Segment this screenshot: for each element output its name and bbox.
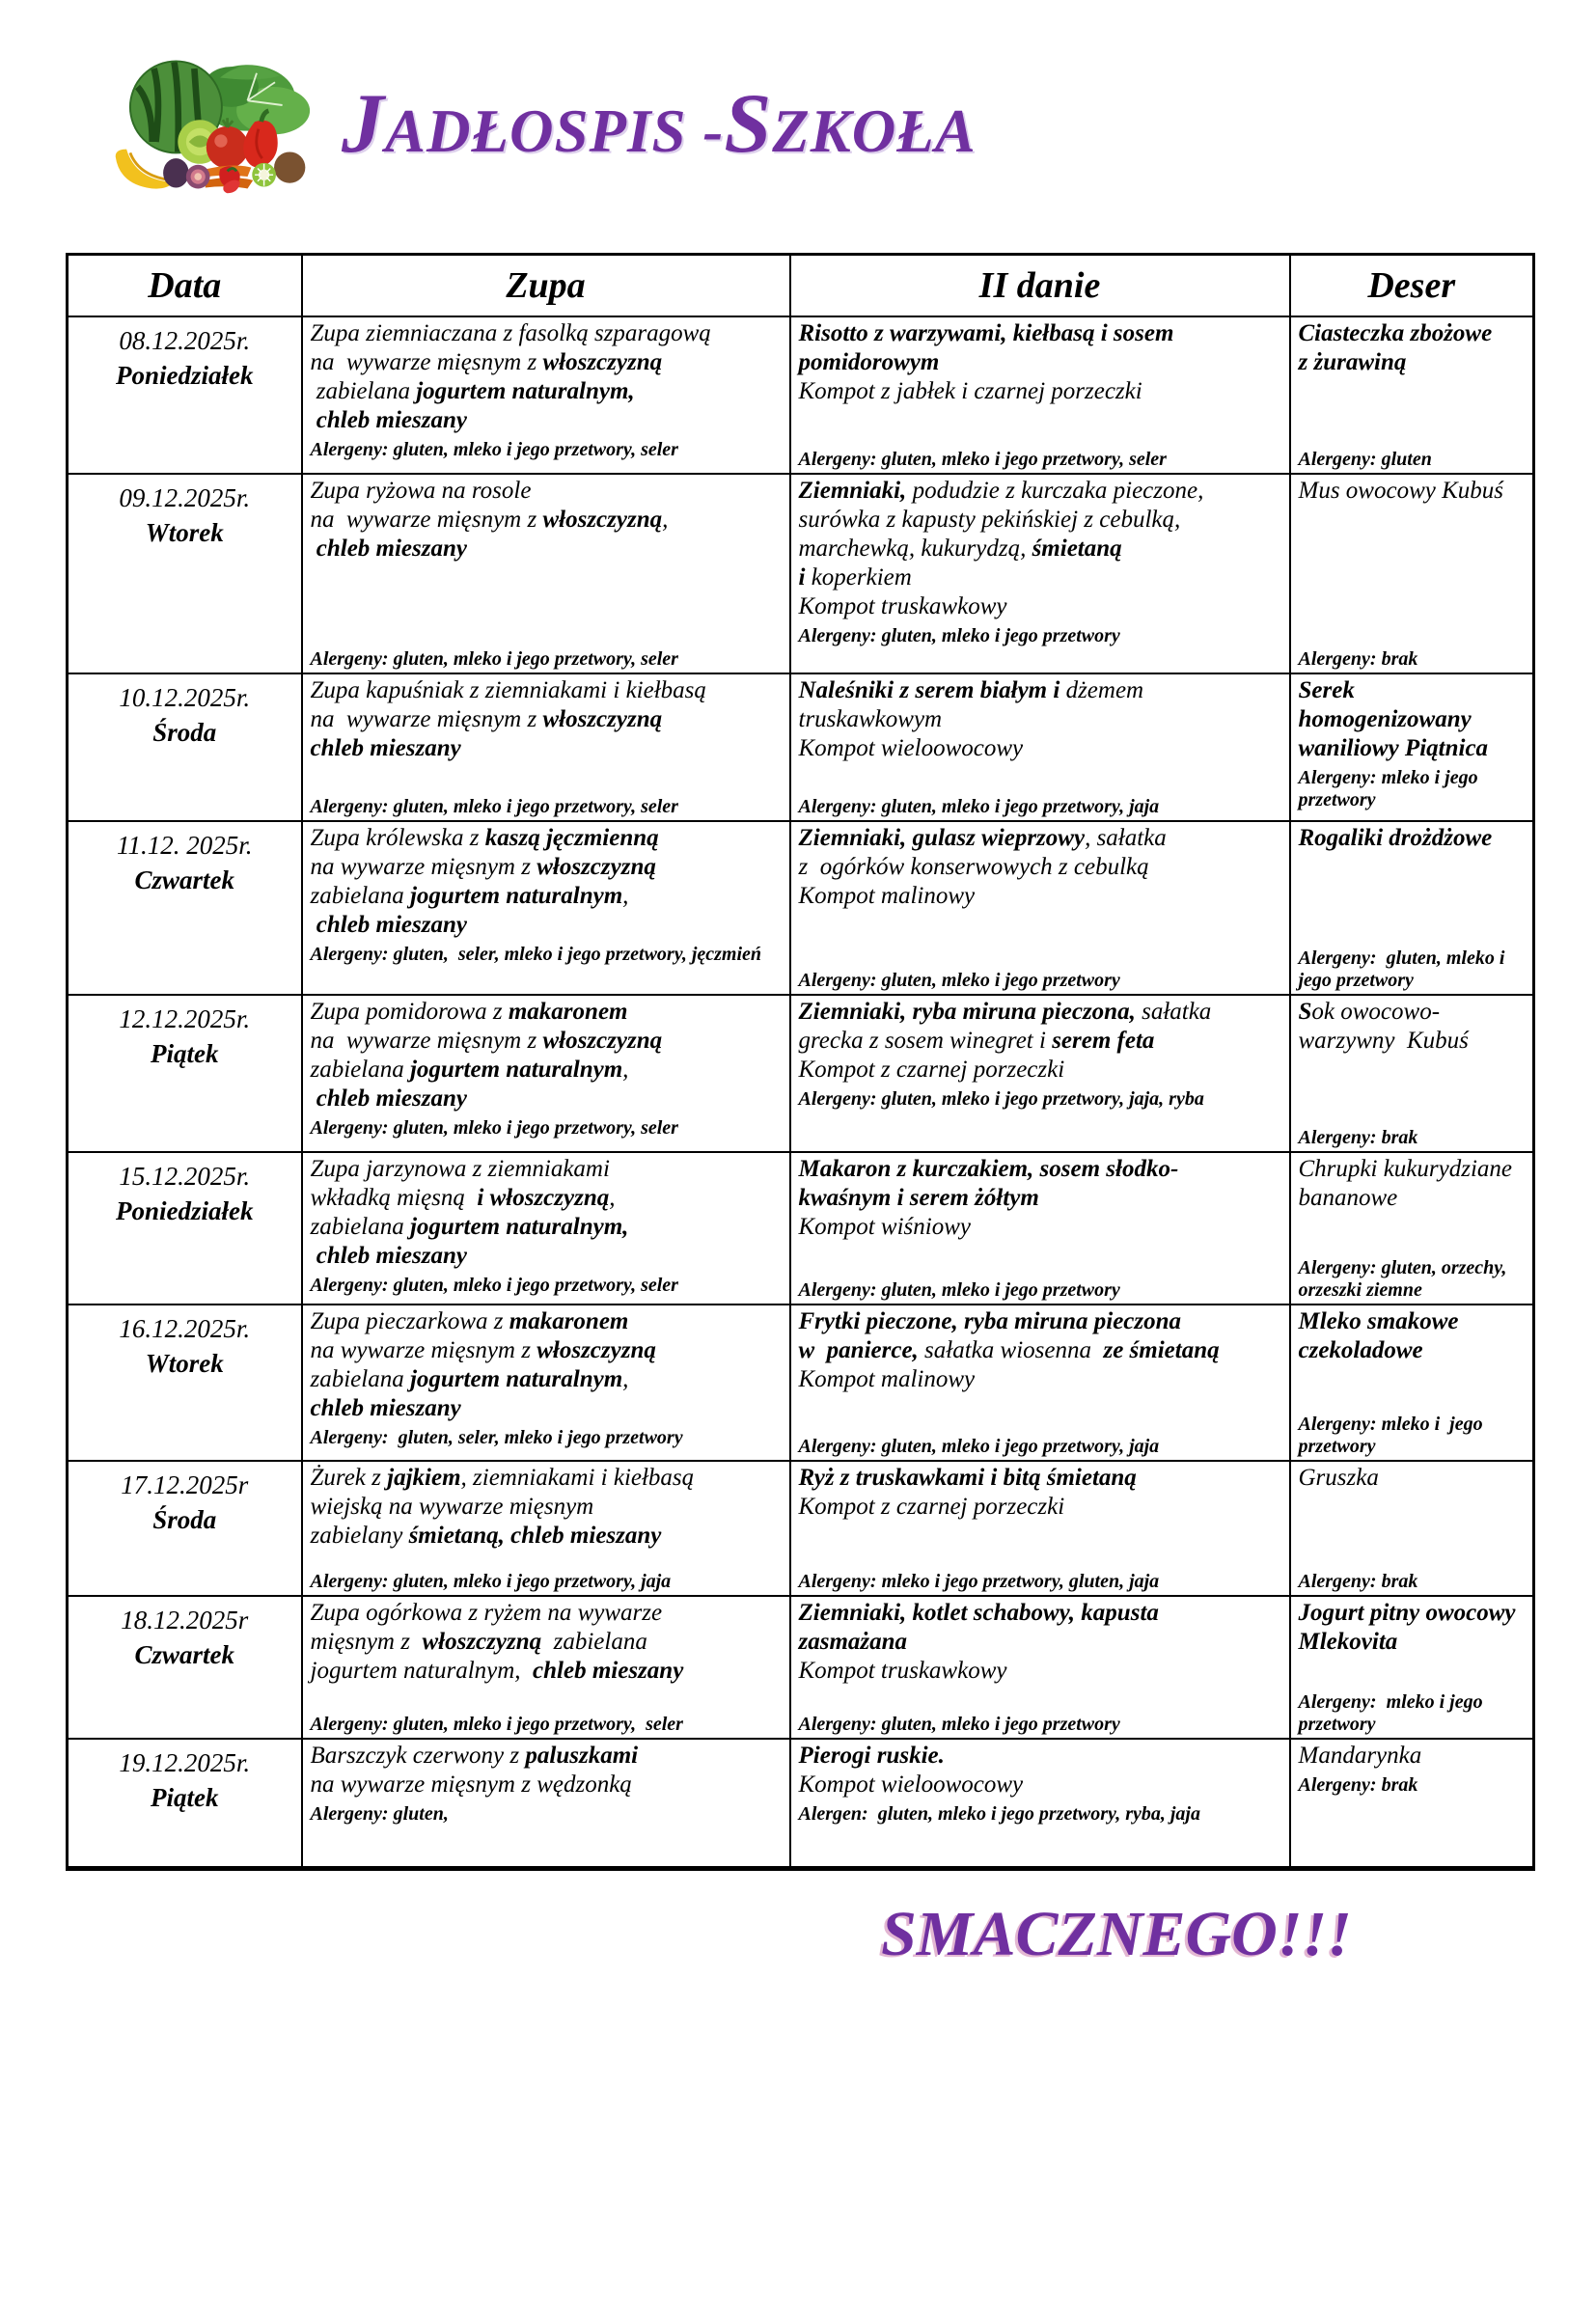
menu-text-line: Ziemniaki, kotlet schabowy, kapusta	[798, 1600, 1159, 1626]
menu-row	[68, 1596, 1534, 1739]
menu-row	[68, 673, 1534, 821]
menu-text-line: na wywarze mięsnym z włoszczyzną	[310, 1337, 656, 1363]
menu-text-line: Gruszka	[1298, 1465, 1379, 1491]
menu-text-line: Risotto z warzywami, kiełbasą i sosem	[798, 320, 1174, 346]
menu-text-line: zabielana jogurtem naturalnym,	[310, 1214, 629, 1240]
menu-row	[68, 1152, 1534, 1305]
date-cell	[68, 821, 302, 995]
header-row	[68, 255, 1534, 317]
menu-text-line: na wywarze mięsnym z włoszczyzną	[310, 854, 656, 880]
menu-text-line: jogurtem naturalnym, chleb mieszany	[310, 1658, 684, 1684]
menu-text-line: Zupa pieczarkowa z makaronem	[310, 1308, 629, 1334]
menu-text-line: zabielana jogurtem naturalnym,	[310, 1057, 629, 1083]
title-initial: J	[342, 76, 385, 171]
menu-text-line: Kompot z jabłek i czarnej porzeczki	[798, 378, 1142, 404]
main-course-cell	[790, 821, 1290, 995]
menu-text-line: Kompot truskawkowy	[798, 593, 1007, 619]
menu-text-line: Zupa ogórkowa z ryżem na wywarze	[310, 1600, 663, 1626]
menu-text-line: w panierce, sałatka wiosenna ze śmietaną	[798, 1337, 1220, 1363]
menu-text-line: Kompot truskawkowy	[798, 1658, 1007, 1684]
dessert-cell	[1290, 1739, 1534, 1869]
menu-text-line: Sok owocowo-	[1298, 999, 1441, 1025]
menu-text-line: Kompot wiśniowy	[798, 1214, 971, 1240]
allergens-note: Alergeny: gluten, mleko i jego przetwory	[1298, 948, 1510, 991]
menu-text-line: Kompot wieloowocowy	[798, 735, 1024, 761]
menu-text-line: mięsnym z włoszczyzną zabielana	[310, 1629, 647, 1655]
menu-row	[68, 995, 1534, 1152]
menu-table-body	[68, 316, 1534, 1869]
menu-text-line: Zupa ziemniaczana z fasolką szparagową	[310, 320, 711, 346]
menu-text-line: Zupa kapuśniak z ziemniakami i kiełbasą	[310, 677, 706, 703]
menu-text-line: Zupa jarzynowa z ziemniakami	[310, 1156, 610, 1182]
menu-row	[68, 316, 1534, 474]
soup-cell	[302, 1461, 790, 1596]
menu-text-line: na wywarze mięsnym z wędzonką	[310, 1771, 632, 1798]
day-label: Czwartek	[134, 1640, 235, 1670]
column-header-zupa: Zupa	[302, 255, 790, 317]
menu-text-line: Kompot wieloowocowy	[798, 1771, 1024, 1798]
allergens-note: Alergeny: brak	[1298, 648, 1418, 670]
date-label: 17.12.2025r	[121, 1470, 249, 1499]
date-cell	[68, 1305, 302, 1461]
menu-row	[68, 821, 1534, 995]
allergens-note: Alergeny: mleko i jego przetwory	[1298, 1691, 1488, 1735]
main-course-cell	[790, 673, 1290, 821]
menu-text-line: zabielana jogurtem naturalnym,	[310, 378, 635, 404]
date-label: 19.12.2025r.	[119, 1748, 251, 1777]
date-label: 09.12.2025r.	[119, 483, 251, 512]
allergens-note: Alergeny: gluten, mleko i jego przetwory, seler	[310, 648, 678, 670]
allergens-note: Alergeny: gluten, mleko i jego przetwory	[798, 970, 1120, 991]
allergens-note: Alergeny: gluten, mleko i jego przetwory	[798, 1714, 1120, 1735]
allergens-note: Alergeny: gluten, mleko i jego przetwory	[798, 625, 1120, 646]
allergens-note: Alergeny: gluten, mleko i jego przetwory, seler	[798, 449, 1167, 470]
page-footer	[0, 1898, 1596, 1971]
allergens-note: Alergeny: gluten, seler, mleko i jego przetwory, jęczmień	[310, 944, 762, 965]
menu-text-line: kwaśnym i serem żółtym	[798, 1185, 1039, 1211]
date-cell	[68, 474, 302, 673]
fruits-vegetables-image	[108, 50, 332, 197]
menu-text-line: Kompot malinowy	[798, 1366, 976, 1392]
allergens-note: Alergeny: gluten, orzechy, orzeszki ziemne	[1298, 1257, 1512, 1301]
allergens-note: Alergeny: brak	[1298, 1571, 1418, 1592]
menu-text-line: Pierogi ruskie.	[798, 1743, 945, 1769]
date-label: 16.12.2025r.	[119, 1314, 251, 1343]
menu-text-line: chleb mieszany	[310, 735, 461, 761]
menu-text-line: chleb mieszany	[316, 912, 467, 938]
day-label: Środa	[152, 718, 217, 748]
main-course-cell	[790, 1461, 1290, 1596]
soup-cell	[302, 316, 790, 474]
soup-cell	[302, 1739, 790, 1869]
menu-text-line: chleb mieszany	[316, 1085, 467, 1112]
menu-text-line: na wywarze mięsnym z włoszczyzną	[310, 349, 663, 375]
main-course-cell	[790, 1596, 1290, 1739]
menu-text-line: wkładką mięsną i włoszczyzną,	[310, 1185, 616, 1211]
menu-text-line: Ziemniaki, podudzie z kurczaka pieczone,	[798, 478, 1204, 504]
day-label: Piątek	[151, 1039, 219, 1069]
date-cell	[68, 673, 302, 821]
dessert-cell	[1290, 1152, 1534, 1305]
allergens-note: Alergeny: gluten, mleko i jego przetwory, seler	[310, 1117, 678, 1139]
allergens-note: Alergeny: gluten, mleko i jego przetwory, seler	[310, 439, 678, 460]
dessert-cell	[1290, 673, 1534, 821]
menu-text-line: Kompot malinowy	[798, 883, 976, 909]
date-label: 10.12.2025r.	[119, 683, 251, 712]
page-title: JADŁOSPIS -SZKOŁA	[342, 76, 977, 171]
menu-text-line: Rogaliki drożdżowe	[1298, 825, 1493, 851]
date-label: 18.12.2025r	[121, 1606, 249, 1634]
menu-text-line: Chrupki kukurydziane	[1298, 1156, 1512, 1182]
menu-text-line: pomidorowym	[798, 349, 940, 375]
soup-cell	[302, 1152, 790, 1305]
menu-text-line: chleb mieszany	[316, 536, 467, 562]
menu-text-line: chleb mieszany	[316, 407, 467, 433]
soup-cell	[302, 995, 790, 1152]
date-label: 12.12.2025r.	[119, 1004, 251, 1033]
menu-text-line: na wywarze mięsnym z włoszczyzną	[310, 706, 663, 732]
allergens-note: Alergeny: gluten, mleko i jego przetwory	[798, 1279, 1120, 1301]
menu-text-line: Mlekovita	[1298, 1629, 1398, 1655]
allergens-note: Alergeny: gluten, mleko i jego przetwory, jaja, ryba	[798, 1088, 1204, 1110]
menu-text-line: zabielana jogurtem naturalnym,	[310, 883, 629, 909]
menu-text-line: Jogurt pitny owocowy	[1298, 1600, 1516, 1626]
allergens-note: Alergeny: brak	[1298, 1127, 1418, 1148]
date-cell	[68, 995, 302, 1152]
menu-text-line: Naleśniki z serem białym i dżemem	[798, 677, 1144, 703]
menu-text-line: marchewką, kukurydzą, śmietaną	[798, 536, 1122, 562]
menu-text-line: zabielana jogurtem naturalnym,	[310, 1366, 629, 1392]
menu-text-line: warzywny Kubuś	[1298, 1028, 1469, 1054]
day-label: Wtorek	[145, 518, 224, 548]
dessert-cell	[1290, 821, 1534, 995]
menu-text-line: Zupa pomidorowa z makaronem	[310, 999, 628, 1025]
date-cell	[68, 1739, 302, 1869]
allergens-note: Alergeny: gluten, mleko i jego przetwory, jaja	[798, 796, 1160, 817]
dessert-cell	[1290, 1305, 1534, 1461]
menu-text-line: homogenizowany	[1298, 706, 1472, 732]
menu-text-line: z ogórków konserwowych z cebulką	[798, 854, 1149, 880]
date-label: 15.12.2025r.	[119, 1162, 251, 1191]
dessert-cell	[1290, 995, 1534, 1152]
menu-text-line: Ziemniaki, ryba miruna pieczona, sałatka	[798, 999, 1212, 1025]
main-course-cell	[790, 1739, 1290, 1869]
menu-text-line: Zupa królewska z kaszą jęczmienną	[310, 825, 659, 851]
menu-text-line: zabielany śmietaną, chleb mieszany	[310, 1523, 662, 1549]
menu-text-line: chleb mieszany	[316, 1243, 467, 1269]
dessert-cell	[1290, 474, 1534, 673]
menu-text-line: Mleko smakowe	[1298, 1308, 1459, 1334]
menu-text-line: Kompot z czarnej porzeczki	[798, 1057, 1065, 1083]
main-course-cell	[790, 995, 1290, 1152]
menu-table	[66, 253, 1535, 1871]
allergens-note: Alergeny: gluten,	[310, 1803, 449, 1825]
page-header	[108, 50, 1596, 197]
allergens-note: Alergeny: gluten, seler, mleko i jego przetwory	[310, 1427, 683, 1448]
menu-text-line: Ryż z truskawkami i bitą śmietaną	[798, 1465, 1137, 1491]
allergens-note: Alergeny: mleko i jego przetwory	[1298, 1414, 1488, 1457]
day-label: Poniedziałek	[116, 1196, 254, 1226]
main-course-cell	[790, 474, 1290, 673]
menu-text-line: Ciasteczka zbożowe	[1298, 320, 1493, 346]
column-header-deser: Deser	[1290, 255, 1534, 317]
day-label: Wtorek	[145, 1349, 224, 1379]
date-cell	[68, 1152, 302, 1305]
menu-text-line: Mus owocowy Kubuś	[1298, 478, 1503, 504]
soup-cell	[302, 1305, 790, 1461]
menu-text-line: zasmażana	[798, 1629, 908, 1655]
menu-text-line: Żurek z jajkiem, ziemniakami i kiełbasą	[310, 1465, 695, 1491]
soup-cell	[302, 1596, 790, 1739]
menu-text-line: na wywarze mięsnym z włoszczyzną	[310, 1028, 663, 1054]
menu-page	[0, 50, 1596, 2307]
menu-text-line: Frytki pieczone, ryba miruna pieczona	[798, 1308, 1182, 1334]
allergens-note: Alergeny: gluten, mleko i jego przetwory, seler	[310, 1714, 683, 1735]
column-header-data: Data	[68, 255, 302, 317]
menu-text-line: Mandarynka	[1298, 1743, 1422, 1769]
soup-cell	[302, 474, 790, 673]
menu-text-line: Ziemniaki, gulasz wieprzowy, sałatka	[798, 825, 1167, 851]
menu-text-line: Zupa ryżowa na rosole	[310, 478, 532, 504]
menu-text-line: chleb mieszany	[310, 1395, 461, 1421]
allergens-note: Alergeny: brak	[1298, 1774, 1418, 1796]
title-initial-2: S	[724, 76, 773, 171]
date-cell	[68, 1596, 302, 1739]
menu-text-line: z żurawiną	[1298, 349, 1407, 375]
menu-text-line: surówka z kapusty pekińskiej z cebulką,	[798, 507, 1181, 533]
menu-text-line: wiejską na wywarze mięsnym	[310, 1494, 594, 1520]
menu-text-line: Makaron z kurczakiem, sosem słodko-	[798, 1156, 1179, 1182]
date-cell	[68, 1461, 302, 1596]
day-label: Środa	[152, 1505, 217, 1535]
menu-text-line: waniliowy Piątnica	[1298, 735, 1489, 761]
menu-text-line: Barszczyk czerwony z paluszkami	[310, 1743, 639, 1769]
dessert-cell	[1290, 1461, 1534, 1596]
column-header-ii-danie: II danie	[790, 255, 1290, 317]
menu-row	[68, 1739, 1534, 1869]
menu-text-line: na wywarze mięsnym z włoszczyzną,	[310, 507, 669, 533]
menu-text-line: grecka z sosem winegret i serem feta	[798, 1028, 1155, 1054]
allergens-note: Alergeny: gluten, mleko i jego przetwory, seler	[310, 796, 678, 817]
menu-text-line: truskawkowym	[798, 706, 943, 732]
menu-row	[68, 1305, 1534, 1461]
bon-appetit-message: SMACZNEGO!!!	[881, 1899, 1352, 1969]
menu-text-line: Kompot z czarnej porzeczki	[798, 1494, 1065, 1520]
allergens-note: Alergeny: gluten	[1298, 449, 1432, 470]
day-label: Czwartek	[134, 865, 235, 895]
date-label: 08.12.2025r.	[119, 326, 251, 355]
allergens-note: Alergeny: mleko i jego przetwory, gluten, jaja	[798, 1571, 1160, 1592]
allergens-note: Alergeny: gluten, mleko i jego przetwory, jaja	[798, 1436, 1160, 1457]
date-cell	[68, 316, 302, 474]
day-label: Poniedziałek	[116, 361, 254, 391]
soup-cell	[302, 821, 790, 995]
menu-text-line: i koperkiem	[798, 564, 912, 590]
soup-cell	[302, 673, 790, 821]
allergens-note: Alergeny: mleko i jego przetwory	[1298, 767, 1483, 810]
menu-row	[68, 474, 1534, 673]
menu-text-line: bananowe	[1298, 1185, 1398, 1211]
main-course-cell	[790, 1152, 1290, 1305]
date-label: 11.12. 2025r.	[116, 831, 253, 860]
menu-text-line: Serek	[1298, 677, 1355, 703]
main-course-cell	[790, 1305, 1290, 1461]
allergens-note: Alergen: gluten, mleko i jego przetwory, ryba, jaja	[798, 1803, 1200, 1825]
dessert-cell	[1290, 316, 1534, 474]
dessert-cell	[1290, 1596, 1534, 1739]
allergens-note: Alergeny: gluten, mleko i jego przetwory, seler	[310, 1275, 678, 1296]
day-label: Piątek	[151, 1783, 219, 1813]
main-course-cell	[790, 316, 1290, 474]
menu-row	[68, 1461, 1534, 1596]
allergens-note: Alergeny: gluten, mleko i jego przetwory, jaja	[310, 1571, 672, 1592]
menu-text-line: czekoladowe	[1298, 1337, 1423, 1363]
